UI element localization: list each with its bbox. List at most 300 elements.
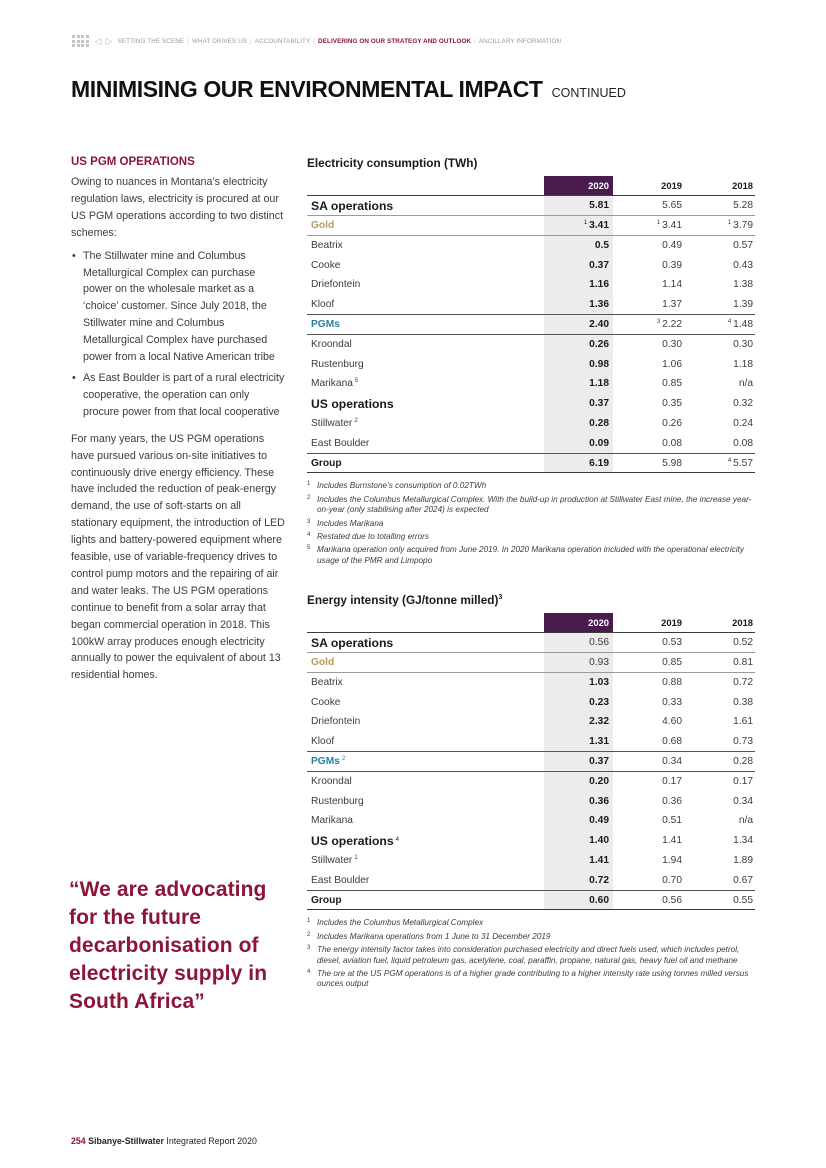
- left-column: [71, 156, 287, 684]
- cell-2019: [613, 374, 684, 394]
- row-label-text: Rustenburg: [311, 358, 364, 370]
- cell-2018: [684, 870, 755, 890]
- cell-value: 0.39: [662, 259, 682, 271]
- row-label: [307, 712, 544, 732]
- cell-value: 0.08: [662, 437, 682, 449]
- cell-2019: [613, 831, 684, 851]
- row-label-text: Kroondal: [311, 339, 352, 351]
- cell-value: 5.28: [733, 200, 753, 212]
- energy-title-text: Energy intensity (GJ/tonne milled): [307, 593, 499, 607]
- footnote-number: 3: [307, 945, 311, 952]
- table-row: [307, 453, 755, 473]
- cell-value: 1.41: [662, 835, 682, 847]
- footnote-text: The energy intensity factor takes into consideration purchased electricity and direct fuels used, which includes petrol, diesel, aviation fuel, liquid petroleum gas, acetylene, coal, paraffin, propane, natural gas, heavy fuel oil and methane: [317, 945, 740, 965]
- cell-2020: [544, 811, 613, 831]
- cell-2019: [613, 811, 684, 831]
- row-label-text: Marikana: [311, 378, 353, 390]
- bullet-list: [71, 248, 287, 421]
- footnote-text: Includes the Columbus Metallurgical Complex. With the build-up in production at Stillwater East mine, the increase year-on-year (only stabilising after 2024) is expected: [317, 494, 752, 515]
- cell-2019: [613, 433, 684, 453]
- row-label: [307, 870, 544, 890]
- electricity-footnotes: [307, 481, 755, 566]
- footnote-text: Restated due to totalling errors: [317, 532, 429, 542]
- cell-value: 0.37: [589, 259, 609, 271]
- cell-2018: [684, 712, 755, 732]
- cell-value: 0.43: [733, 259, 753, 271]
- cell-2018: [684, 295, 755, 315]
- energy-table-title: [307, 593, 755, 607]
- header-label-cell: [307, 176, 544, 196]
- table-header-row: [307, 176, 755, 196]
- cell-value: 5.57: [733, 457, 753, 469]
- cell-2019: [613, 692, 684, 712]
- row-label-text: SA operations: [311, 635, 394, 650]
- footnote-number: 3: [307, 518, 311, 525]
- table-row: [307, 295, 755, 315]
- cell-value: 1.38: [733, 279, 753, 291]
- footnote-text: Includes Marikana operations from 1 June to 31 December 2019: [317, 931, 551, 941]
- cell-value: 0.60: [589, 894, 609, 906]
- row-label: [307, 672, 544, 692]
- header-2020: 2020: [544, 613, 613, 633]
- nav-setting-the-scene[interactable]: SETTING THE SCENE: [117, 37, 185, 45]
- cell-2018: [684, 255, 755, 275]
- pull-quote: “We are advocating for the future decarbonisation of electricity supply in South Africa”: [69, 878, 268, 1013]
- row-label: [307, 394, 544, 414]
- table-row: [307, 672, 755, 692]
- cell-value: 1.34: [733, 835, 753, 847]
- footnote-text: Marikana operation only acquired from June 2019. In 2020 Marikana operation included with the operational electricity usage of the PMR and Limpopo: [317, 545, 744, 565]
- row-label: [307, 255, 544, 275]
- cell-2020: [544, 732, 613, 752]
- cell-2019: [613, 672, 684, 692]
- footer-brand: Sibanye-Stillwater: [88, 1136, 164, 1146]
- cell-2018: [684, 653, 755, 673]
- cell-2019: [613, 633, 684, 653]
- row-label: [307, 196, 544, 216]
- cell-2020: [544, 890, 613, 910]
- cell-2020: [544, 196, 613, 216]
- header-2019: 2019: [661, 180, 682, 192]
- cell-footnote: 4: [727, 457, 732, 464]
- row-label-text: Driefontein: [311, 716, 361, 728]
- footnote: [307, 545, 755, 566]
- cell-value: 0.33: [662, 696, 682, 708]
- footnote-number: 5: [307, 545, 311, 552]
- cell-2018: [684, 394, 755, 414]
- row-label: [307, 732, 544, 752]
- cell-2019: [613, 890, 684, 910]
- cell-2020: [544, 354, 613, 374]
- cell-value: 1.61: [733, 716, 753, 728]
- footnote-text: Includes Marikana: [317, 518, 384, 528]
- cell-value: 0.67: [733, 874, 753, 886]
- table-row: [307, 692, 755, 712]
- cell-2019: [613, 851, 684, 871]
- footnote: [307, 918, 755, 928]
- row-label-text: Kloof: [311, 735, 335, 747]
- row-label: [307, 295, 544, 315]
- electricity-table-title: [307, 156, 755, 170]
- cell-2020: [544, 791, 613, 811]
- bullet-item: • The Stillwater mine and Columbus Metallurgical Complex can purchase power on the wholesale market as a ‘choice’ customer. Since July 2018, the Stillwater mine and Columbus Metallurgical Complex have purchased power from a local Native American tribe: [71, 248, 287, 366]
- footer-report: Integrated Report 2020: [166, 1136, 257, 1146]
- cell-footnote: 1: [656, 219, 661, 226]
- cell-2018: [684, 354, 755, 374]
- table-row: [307, 851, 755, 871]
- cell-2020: [544, 275, 613, 295]
- table-row: [307, 235, 755, 255]
- table-row: [307, 870, 755, 890]
- footnote-number: 1: [307, 918, 311, 925]
- cell-value: 0.37: [589, 398, 609, 410]
- row-label: [307, 275, 544, 295]
- footnote: [307, 969, 755, 990]
- table-row: [307, 414, 755, 434]
- cell-2019: [613, 712, 684, 732]
- cell-2018: [684, 196, 755, 216]
- cell-value: 0.36: [589, 795, 609, 807]
- cell-2020: [544, 771, 613, 791]
- cell-2019: [613, 453, 684, 473]
- nav-separator: |: [474, 37, 476, 45]
- footnote-text: Includes Burnstone’s consumption of 0.02TWh: [317, 481, 487, 491]
- cell-value: 0.26: [589, 339, 609, 351]
- energy-footnotes: [307, 918, 755, 989]
- row-label-footnote: 1: [354, 854, 358, 861]
- cell-value: 0.72: [589, 874, 609, 886]
- row-label-text: Gold: [311, 656, 335, 668]
- footnote: [307, 932, 755, 942]
- cell-2018: [684, 791, 755, 811]
- table-row: [307, 354, 755, 374]
- cell-2018: [684, 771, 755, 791]
- header-label-cell: [307, 613, 544, 633]
- cell-2019: [613, 354, 684, 374]
- row-label-text: SA operations: [311, 198, 394, 213]
- row-label: [307, 771, 544, 791]
- row-label: [307, 890, 544, 910]
- row-label-text: Marikana: [311, 815, 353, 827]
- electricity-title-text: Electricity consumption (TWh): [307, 156, 478, 170]
- cell-2018: [684, 414, 755, 434]
- page-title-main: MINIMISING OUR ENVIRONMENTAL IMPACT: [71, 76, 543, 102]
- cell-value: 0.30: [733, 339, 753, 351]
- section-heading: US PGM OPERATIONS: [71, 156, 195, 168]
- cell-value: 0.68: [662, 735, 682, 747]
- table-row: [307, 811, 755, 831]
- nav-ancillary-information[interactable]: ANCILLARY INFORMATION: [478, 37, 562, 45]
- cell-value: 4.60: [662, 716, 682, 728]
- cell-value: 0.5: [594, 240, 609, 252]
- cell-2020: [544, 315, 613, 335]
- cell-footnote: 1: [727, 219, 732, 226]
- row-label-text: Kroondal: [311, 776, 352, 788]
- cell-value: 1.41: [589, 854, 609, 866]
- cell-value: 0.56: [662, 894, 682, 906]
- footnote-number: 4: [307, 969, 311, 976]
- cell-2019: [613, 414, 684, 434]
- cell-2020: [544, 394, 613, 414]
- cell-value: 0.98: [589, 358, 609, 370]
- row-label: [307, 216, 544, 236]
- electricity-table-block: [307, 156, 755, 569]
- table-row: [307, 315, 755, 335]
- cell-2019: [613, 334, 684, 354]
- cell-2019: [613, 732, 684, 752]
- footnote: [307, 532, 755, 542]
- cell-value: 0.35: [662, 398, 682, 410]
- cell-value: 5.98: [662, 457, 682, 469]
- cell-2019: [613, 653, 684, 673]
- cell-value: 0.38: [733, 696, 753, 708]
- table-row: [307, 334, 755, 354]
- cell-value: 1.89: [733, 854, 753, 866]
- cell-value: 1.16: [589, 279, 609, 291]
- cell-value: 0.53: [662, 637, 682, 649]
- cell-value: 0.85: [662, 656, 682, 668]
- cell-2019: [613, 275, 684, 295]
- cell-2019: [613, 196, 684, 216]
- cell-value: 1.18: [733, 358, 753, 370]
- row-label-text: Group: [311, 894, 342, 906]
- table-row: [307, 374, 755, 394]
- cell-value: 0.49: [662, 240, 682, 252]
- row-label-footnote: 2: [341, 755, 346, 762]
- triangle-left-icon[interactable]: ◁: [94, 35, 102, 46]
- footnote-text: Includes the Columbus Metallurgical Complex: [317, 918, 484, 928]
- nav-separator: |: [250, 37, 252, 45]
- table-row: [307, 771, 755, 791]
- footnote-number: 2: [307, 931, 311, 938]
- row-label-footnote: 4: [395, 836, 399, 843]
- row-label: [307, 633, 544, 653]
- cell-2018: [684, 453, 755, 473]
- cell-2018: [684, 334, 755, 354]
- cell-2019: [613, 255, 684, 275]
- energy-title-sup: 3: [498, 594, 503, 602]
- page-number: 254: [71, 1136, 86, 1146]
- cell-2020: [544, 334, 613, 354]
- row-label-footnote: 2: [354, 417, 358, 424]
- row-label-text: Stillwater: [311, 854, 353, 866]
- cell-value: 0.70: [662, 874, 682, 886]
- table-row: [307, 732, 755, 752]
- table-row: [307, 752, 755, 772]
- cell-2018: [684, 672, 755, 692]
- cell-2020: [544, 712, 613, 732]
- cell-2020: [544, 295, 613, 315]
- cell-footnote: 3: [656, 318, 661, 325]
- page-title: [71, 76, 626, 103]
- cell-2020: [544, 433, 613, 453]
- cell-2019: [613, 216, 684, 236]
- row-label-text: Gold: [311, 219, 335, 231]
- row-label-text: East Boulder: [311, 874, 370, 886]
- footnote-number: 2: [307, 494, 311, 501]
- cell-2018: [684, 732, 755, 752]
- cell-2019: [613, 235, 684, 255]
- page-title-suffix: CONTINUED: [551, 86, 626, 100]
- cell-footnote: 4: [727, 318, 732, 325]
- cell-value: 3.41: [589, 219, 609, 231]
- cell-value: 0.52: [733, 637, 753, 649]
- cell-value: 6.19: [589, 457, 609, 469]
- cell-value: 0.08: [733, 437, 753, 449]
- energy-table: [307, 613, 755, 910]
- cell-value: 5.65: [662, 200, 682, 212]
- row-label: [307, 235, 544, 255]
- cell-2019: [613, 791, 684, 811]
- cell-2018: [684, 315, 755, 335]
- cell-value: 0.17: [662, 776, 682, 788]
- cell-2018: [684, 433, 755, 453]
- row-label-text: Kloof: [311, 298, 335, 310]
- cell-2020: [544, 692, 613, 712]
- footnote-number: 4: [307, 532, 311, 539]
- row-label-text: Stillwater: [311, 417, 353, 429]
- row-label: [307, 653, 544, 673]
- cell-2019: [613, 315, 684, 335]
- row-label-text: Group: [311, 457, 342, 469]
- footnote: [307, 945, 755, 966]
- cell-2019: [613, 870, 684, 890]
- cell-2020: [544, 374, 613, 394]
- row-label: [307, 851, 544, 871]
- energy-table-block: [307, 593, 755, 993]
- cell-value: 1.03: [589, 677, 609, 689]
- table-row: [307, 712, 755, 732]
- cell-value: 2.32: [589, 716, 609, 728]
- cell-value: 0.72: [733, 677, 753, 689]
- bullet-item: • As East Boulder is part of a rural electricity cooperative, the operation can only procure power from that local cooperative: [71, 370, 287, 421]
- cell-value: 0.88: [662, 677, 682, 689]
- cell-2019: [613, 771, 684, 791]
- cell-value: 0.57: [733, 240, 753, 252]
- row-label: [307, 692, 544, 712]
- footnote-text: The ore at the US PGM operations is of a higher grade contributing to a higher intensity rate using tonnes milled versus ounces output: [317, 969, 749, 989]
- cell-value: 0.34: [733, 795, 753, 807]
- nav-separator: |: [187, 37, 189, 45]
- row-label: [307, 315, 544, 335]
- nav-accountability[interactable]: ACCOUNTABILITY: [254, 37, 311, 45]
- cell-2018: [684, 692, 755, 712]
- header-2020: 2020: [544, 176, 613, 196]
- cell-2020: [544, 870, 613, 890]
- cell-value: 3.41: [662, 219, 682, 231]
- header-2019: 2019: [661, 617, 682, 629]
- cell-2020: [544, 633, 613, 653]
- cell-value: n/a: [738, 815, 753, 827]
- cell-value: 0.09: [589, 437, 609, 449]
- cell-value: 0.55: [733, 894, 753, 906]
- cell-value: 1.06: [662, 358, 682, 370]
- nav-what-drives-us[interactable]: WHAT DRIVES US: [191, 37, 248, 45]
- cell-2018: [684, 275, 755, 295]
- row-label: [307, 752, 544, 772]
- cell-value: 1.14: [662, 279, 682, 291]
- row-label-text: Cooke: [311, 259, 341, 271]
- cell-value: 3.79: [733, 219, 753, 231]
- cell-value: 0.36: [662, 795, 682, 807]
- cell-value: 0.24: [733, 417, 753, 429]
- cell-value: 0.73: [733, 735, 753, 747]
- nav-separator: |: [313, 37, 316, 45]
- cell-2018: [684, 235, 755, 255]
- footnote: [307, 481, 755, 491]
- body-paragraph: For many years, the US PGM operations have pursued various on-site initiatives to continuously drive energy efficiency. These have included the reduction of peak-energy demand, the use of soft-starts on all stationary equipment, the introduction of LED lights and battery-powered equipment where feasible, use of variable-frequency drives to control pump motors and the repairing of air and water leaks. The US PGM operations continue to benefit from a solar array that began commercial operation in 2018. This 100kW array produces enough electricity annually to power the equivalent of about 13 residential homes.: [71, 432, 285, 682]
- cell-value: 0.26: [662, 417, 682, 429]
- page-footer: [71, 1136, 257, 1146]
- table-row: [307, 653, 755, 673]
- table-row: [307, 831, 755, 851]
- table-row: [307, 791, 755, 811]
- row-label: [307, 374, 544, 394]
- cell-value: 0.34: [662, 755, 682, 767]
- cell-value: 0.17: [733, 776, 753, 788]
- row-label: [307, 831, 544, 851]
- header-2018: 2018: [732, 617, 753, 629]
- cell-value: 0.93: [589, 656, 609, 668]
- cell-value: n/a: [738, 378, 753, 390]
- cell-2018: [684, 216, 755, 236]
- cell-value: 0.81: [733, 656, 753, 668]
- table-row: [307, 394, 755, 414]
- row-label-text: PGMs: [311, 318, 340, 330]
- cell-2020: [544, 851, 613, 871]
- table-row: [307, 890, 755, 910]
- cell-value: 0.20: [589, 776, 609, 788]
- cell-value: 1.31: [589, 735, 609, 747]
- row-label-text: Beatrix: [311, 240, 343, 252]
- cell-2020: [544, 831, 613, 851]
- cell-value: 0.49: [589, 815, 609, 827]
- header-2018: 2018: [732, 180, 753, 192]
- row-label-footnote: 5: [354, 378, 359, 385]
- cell-2020: [544, 216, 613, 236]
- cell-2020: [544, 235, 613, 255]
- dot-grid-icon[interactable]: [72, 35, 89, 47]
- cell-value: 2.40: [589, 318, 609, 330]
- cell-2018: [684, 851, 755, 871]
- row-label: [307, 791, 544, 811]
- row-label: [307, 354, 544, 374]
- cell-2020: [544, 752, 613, 772]
- cell-2020: [544, 672, 613, 692]
- table-header-row: [307, 613, 755, 633]
- row-label: [307, 414, 544, 434]
- triangle-right-icon[interactable]: ▷: [105, 35, 113, 46]
- table-row: [307, 275, 755, 295]
- row-label-text: East Boulder: [311, 437, 370, 449]
- top-navigation: [72, 34, 564, 48]
- cell-value: 0.51: [662, 815, 682, 827]
- cell-2020: [544, 653, 613, 673]
- row-label-text: Beatrix: [311, 677, 343, 689]
- cell-2018: [684, 811, 755, 831]
- cell-value: 0.56: [589, 637, 609, 649]
- cell-value: 1.40: [589, 835, 609, 847]
- cell-value: 1.94: [662, 854, 682, 866]
- row-label: [307, 811, 544, 831]
- row-label-text: US operations: [311, 833, 394, 848]
- cell-2019: [613, 394, 684, 414]
- cell-value: 5.81: [589, 200, 609, 212]
- cell-2018: [684, 890, 755, 910]
- table-row: [307, 196, 755, 216]
- row-label-text: Rustenburg: [311, 795, 364, 807]
- nav-delivering-on-strategy[interactable]: DELIVERING ON OUR STRATEGY AND OUTLOOK: [318, 37, 472, 45]
